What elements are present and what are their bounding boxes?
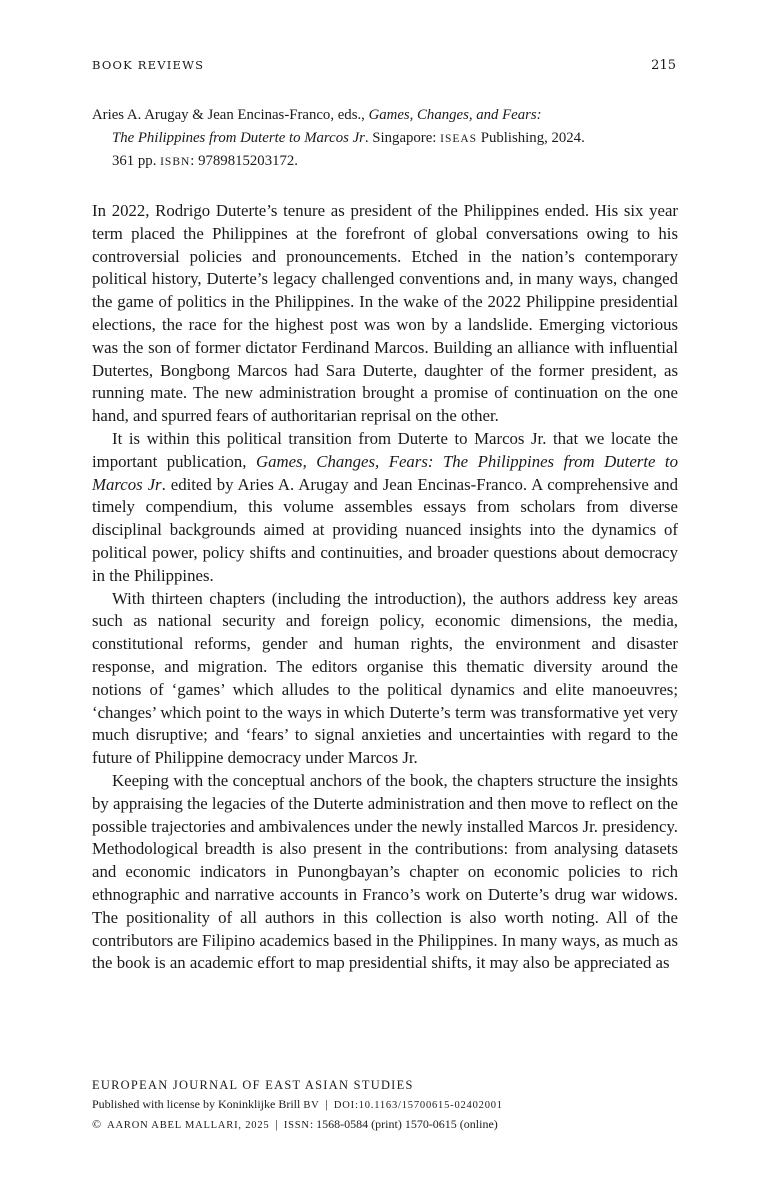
citation-line-2 xyxy=(92,127,678,151)
citation-authors: Aries A. Arugay & Jean Encinas-Franco, eds., xyxy=(92,107,369,123)
publisher-suffix: Publishing, 2024. xyxy=(477,129,585,146)
license-bv: BV xyxy=(303,1100,320,1111)
copyright-holder: AARON ABEL MALLARI xyxy=(107,1120,239,1131)
review-body xyxy=(92,200,678,975)
license-line xyxy=(92,1095,692,1115)
journal-name: EUROPEAN JOURNAL OF EAST ASIAN STUDIES xyxy=(92,1078,414,1092)
license-text: Published with license by Koninklijke Brill xyxy=(92,1097,304,1111)
footer-separator-2: | xyxy=(275,1117,278,1131)
copyright-year: , 2025 xyxy=(238,1120,270,1131)
publisher-prefix: . Singapore: xyxy=(364,129,441,146)
paragraph-2-book-title: Games, Changes, Fears: The Philippines from Duterte to Marcos Jr xyxy=(92,451,678,494)
section-title: BOOK REVIEWS xyxy=(92,58,205,72)
copyright-symbol: © xyxy=(92,1117,102,1131)
paragraph-3: With thirteen chapters (including the introduction), the authors address key areas such as national security and foreign policy, economic dimensions, the media, constitutional reforms, gender and human rights, the environment and disaster response, and migration. The editors organise this thematic diversity around the notions of ‘games’ which alludes to the political dynamics and elite manoeuvres; ‘changes’ which point to the ways in which Duterte’s term was transformative yet very much disruptive; and ‘fears’ to signal anxieties and uncertainties with regard to the future of Philippine democracy under Marcos Jr. xyxy=(92,588,678,768)
copyright-line xyxy=(92,1115,692,1135)
citation-line-3 xyxy=(92,150,678,174)
paragraph-2-end: . edited by Aries A. Arugay and Jean Encinas-Franco. A comprehensive and timely compendium, this volume assembles essays from scholars from diverse disciplinal backgrounds aimed at providing nuanced insights into the dynamics of political power, policy shifts and continuities, and broader questions about democracy in the Philippines. xyxy=(92,474,678,585)
paragraph-1: In 2022, Rodrigo Duterte’s tenure as president of the Philippines ended. His six year term placed the Philippines at the forefront of global conversations owing to his controversial policies and pronouncements. Etched in the nation’s contemporary political history, Duterte’s legacy challenged conventions and, in many ways, changed the game of politics in the Philippines. In the wake of the 2022 Philippine presidential elections, the race for the highest post was won by a landslide. Emerging victorious was the son of former dictator Ferdinand Marcos. Building an alliance with influential Dutertes, Bongbong Marcos had Sara Duterte, daughter of the former president, as running mate. The new administration brought a promise of continuation on the one hand, and spurred fears of authoritarian reprisal on the other. xyxy=(92,201,678,426)
doi: DOI:10.1163/15700615-02402001 xyxy=(333,1100,503,1111)
running-head xyxy=(92,58,676,73)
book-title-part-1: Games, Changes, and Fears: xyxy=(368,107,542,123)
issn-value: : 1568-0584 (print) 1570-0615 (online) xyxy=(309,1117,498,1131)
footer-separator-1: | xyxy=(325,1097,328,1111)
book-title-part-2: The Philippines from Duterte to Marcos Jr xyxy=(112,129,365,146)
paragraph-4: Keeping with the conceptual anchors of the book, the chapters structure the insights by appraising the legacies of the Duterte administration and then move to reflect on the possible trajectories and ambivalences under the newly installed Marcos Jr. presidency. Methodological breadth is also present in the contributions: from analysing datasets and economic indicators in Punongbayan’s chapter on economic policies to rich ethnographic and narrative accounts in Franco’s work on Duterte’s drug war widows. The positionality of all authors in this collection is also worth noting. All of the contributors are Filipino academics based in the Philippines. In many ways, as much as the book is an academic effort to map presidential shifts, it may also be appreciated as xyxy=(92,770,678,973)
page-number: 215 xyxy=(651,58,676,73)
isbn-label: ISBN xyxy=(160,156,191,168)
publisher-name: ISEAS xyxy=(440,132,478,145)
page-footer xyxy=(92,1076,692,1135)
paragraph-2-start: It is within this political transition from Duterte to Marcos Jr. that we locate the important publication, xyxy=(92,428,678,471)
issn-label: ISSN xyxy=(283,1120,310,1131)
page-count: 361 pp. xyxy=(112,153,161,169)
isbn-value: : 9789815203172. xyxy=(190,153,298,169)
book-citation xyxy=(92,104,678,174)
citation-line-1 xyxy=(92,104,678,127)
paragraph-2 xyxy=(92,428,678,588)
